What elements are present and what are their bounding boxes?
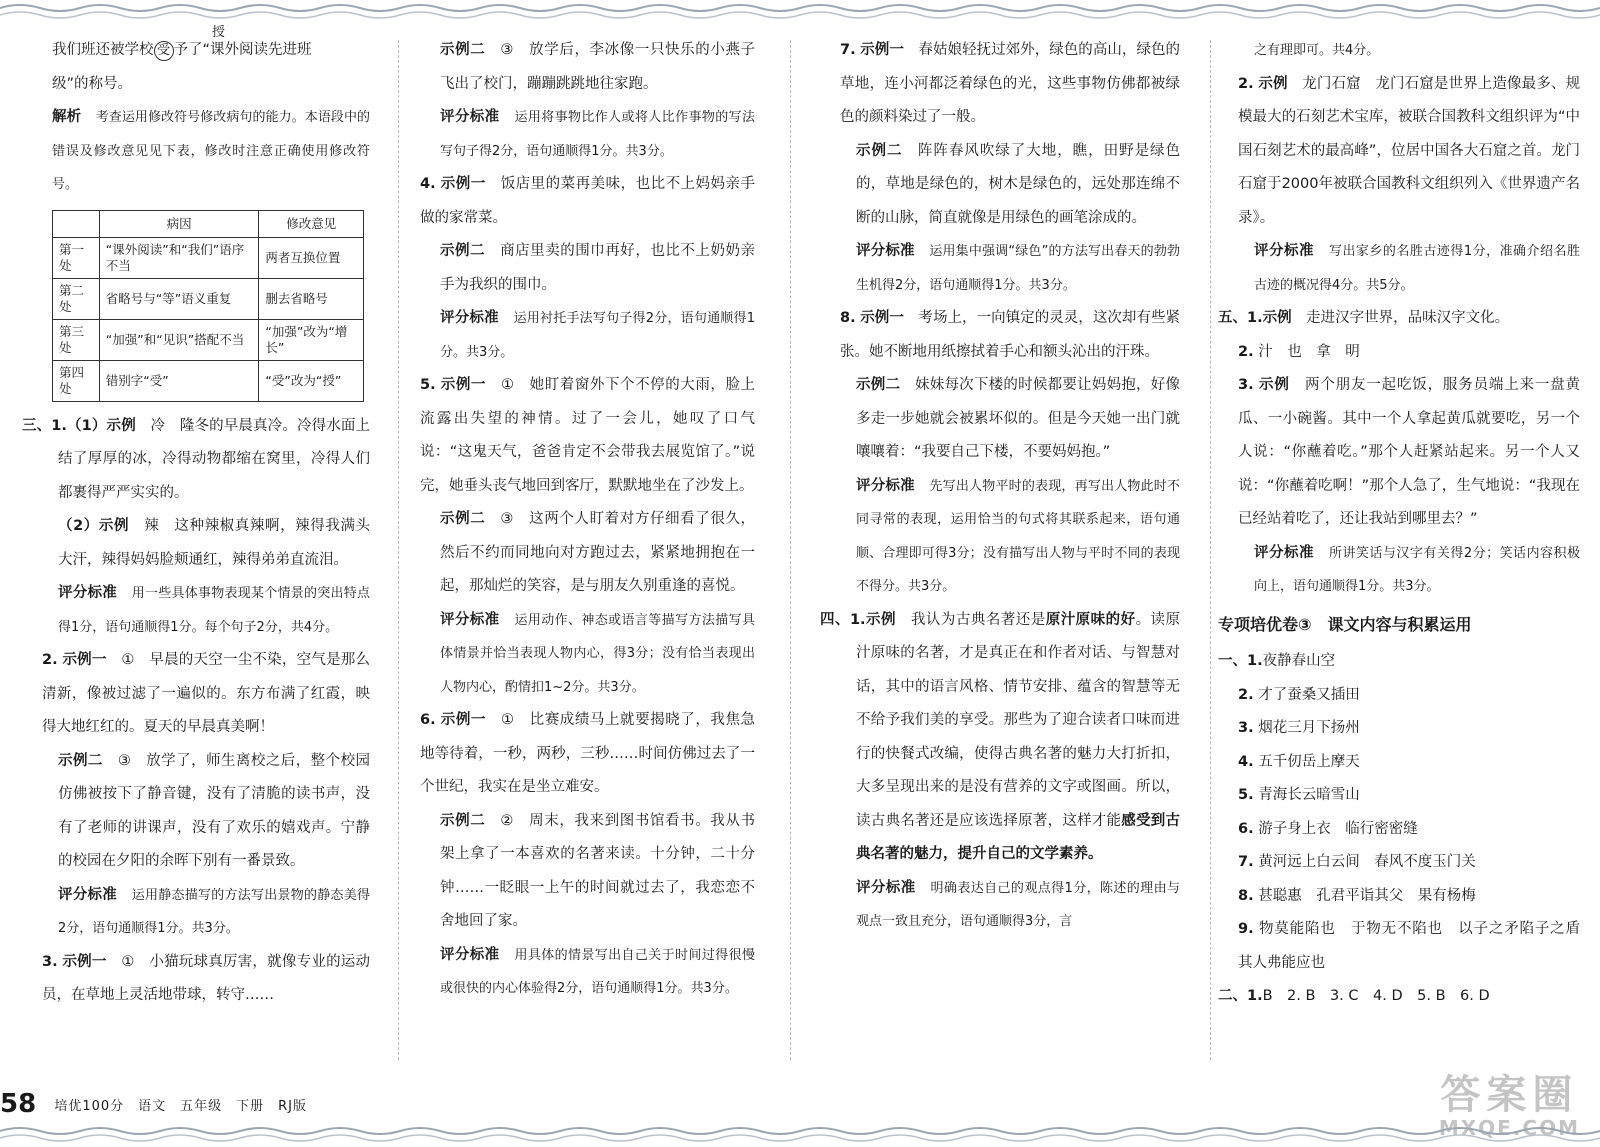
q3-2-ex1: 2. 示例一 ① 早晨的天空一尘不染，空气是那么清新，像被过滤了一遍似的。东方布满了红霞，映得大地红红的。夏天的早晨真美啊！ <box>42 652 371 735</box>
bottom-wave-border <box>0 1121 1600 1147</box>
fill-item: 7. 黄河远上白云间 春风不度玉门关 <box>1238 854 1476 870</box>
q4-2-criteria: 评分标准 写出家乡的名胜古迹得1分，准确介绍名胜古迹的概况得4分。共5分。 <box>1254 243 1581 293</box>
q3-3-ex2: 示例二 ③ 放学后，李冰像一只快乐的小燕子飞出了校门，蹦蹦跳跳地往家跑。 <box>440 42 756 92</box>
error-table-header: 病因 修改意见 <box>53 210 364 237</box>
fill-item: 9. 物莫能陷也 于物无不陷也 以子之矛陷子之盾 其人弗能应也 <box>1238 921 1595 971</box>
q3-6-criteria: 评分标准 用具体的情景写出自己关于时间过得很慢或很快的内心体验得2分，语句通顺得1分。共3分。 <box>440 946 755 996</box>
struck-char: 受 <box>154 41 174 61</box>
column-3 <box>820 34 1180 939</box>
q3-1-b: （2）示例 辣 这种辣椒真辣啊，辣得我满头大汗，辣得妈妈脸颊通红，辣得弟弟直流泪。 <box>58 518 371 568</box>
q3-4-criteria: 评分标准 运用衬托手法写句子得2分，语句通顺得1分。共3分。 <box>440 310 756 360</box>
column-2 <box>420 34 755 1006</box>
fill-item: 4. 五千仞岳上摩天 <box>1238 753 1360 770</box>
section-title: 专项培优卷③ 课文内容与积累运用 <box>1218 614 1472 634</box>
q4-1: 四、1.示例 我认为古典名著还是原汁原味的好。读原汁原味的名著，才是真正在和作者对话、与智慧对话，其中的语言风格、情节安排、蕴含的智慧等无不给予我们美的享受。那些为了迎合读者口味而进行的快餐式改编，使得古典名著的魅力大打折扣，大多呈现出来的是没有营养的文字或图画。所以，读古典名著还是应该选择原著，这样才能感受到古典名著的魅力，提升自己的文学素养。 <box>820 611 1181 862</box>
top-wave-border <box>0 0 1600 26</box>
table-row: 第三处 “加强”和“见识”搭配不当 “加强”改为“增长” <box>53 319 364 360</box>
q3-7-ex2: 示例二 阵阵春风吹绿了大地，瞧，田野是绿色的，草地是绿色的，树木是绿色的，远处那连绵不断的山脉，简直就像是用绿色的画笔涂成的。 <box>856 142 1181 226</box>
q3-2-criteria: 评分标准 运用静态描写的方法写出景物的静态美得2分，语句通顺得1分。共3分。 <box>58 886 370 936</box>
column-4 <box>1218 34 1595 1014</box>
q5-3: 3. 示例 两个朋友一起吃饭，服务员端上来一盘黄瓜、一小碗酱。其中一个人拿起黄瓜就要吃，另一个人说：“你蘸着吃。”那个人赶紧站起来。另一个人又说：“你蘸着吃啊！”那个人急了，生气地说：“我现在已经站着吃了，还让我站到哪里去？” <box>1238 377 1581 527</box>
table-row: 第四处 错别字“受” “受”改为“授” <box>53 360 364 401</box>
column-divider <box>1210 40 1211 1060</box>
error-table <box>52 210 364 402</box>
fill-item: 6. 游子身上衣 临行密密缝 <box>1238 820 1418 837</box>
q3-6-ex2: 示例二 ② 周末，我来到图书馆看书。我从书架上拿了一本喜欢的名著来读。十分钟，二十分钟……一眨眼一上午的时间就过去了，我恋恋不舍地回了家。 <box>440 812 756 929</box>
page-footer <box>0 1089 307 1119</box>
watermark-text: 答案圈 <box>1440 1072 1579 1118</box>
q3-8-ex1: 8. 示例一 考场上，一向镇定的灵灵，这次却有些紧张。她不断地用纸擦拭着手心和额头沁出的汗珠。 <box>840 310 1181 360</box>
q3-4-ex1: 4. 示例一 饭店里的菜再美味，也比不上妈妈亲手做的家常菜。 <box>420 176 756 226</box>
q3-2-ex2: 示例二 ③ 放学了，师生离校之后，整个校园仿佛被按下了静音键，没有了清脆的读书声，没有了老师的讲课声，没有了欢乐的嬉戏声。宁静的校园在夕阳的余晖下别有一番景致。 <box>58 752 371 869</box>
q3-7-criteria: 评分标准 运用集中强调“绿色”的方法写出春天的勃勃生机得2分，语句通顺得1分。共3分。 <box>856 243 1180 293</box>
q3-7-ex1: 7. 示例一 春姑娘轻抚过郊外，绿色的高山，绿色的草地，连小河都泛着绿色的光，这些事物仿佛都被绿色的颜料染过了一般。 <box>840 42 1181 125</box>
q4-1-criteria-cont: 之有理即可。共4分。 <box>1254 43 1380 58</box>
q4-2: 2. 示例 龙门石窟 龙门石窟是世界上造像最多、规模最大的石刻艺术宝库，被联合国教科文组织评为“中国石刻艺术的最高峰”，位居中国各大石窟之首。龙门石窟于2000年被联合国教科文组织列入《世界遗产名录》。 <box>1238 75 1581 226</box>
column-1 <box>22 25 371 1013</box>
col1-line1: 我们班还被学校 受 授 予了“课外阅读先进班 <box>22 34 370 68</box>
fill-item: 5. 青海长云暗雪山 <box>1238 787 1360 803</box>
book-info: 培优100分 语文 五年级 下册 RJ版 <box>54 1098 308 1114</box>
page-number: 58 <box>0 1089 37 1119</box>
q3-8-criteria: 评分标准 先写出人物平时的表现，再写出人物此时不同寻常的表现，运用恰当的句式将其联系起来，语句通顺、合理即可得3分；没有描写出人物与平时不同的表现不得分。共3分。 <box>856 477 1180 594</box>
q3-6-ex1: 6. 示例一 ① 比赛成绩马上就要揭晓了，我焦急地等待着，一秒，两秒，三秒……时间仿佛过去了一个世纪，我实在是坐立难安。 <box>420 712 756 795</box>
watermark-url: MXQE.COM <box>1438 1116 1580 1140</box>
q3-1-criteria: 评分标准 用一些具体事物表现某个情景的突出特点得1分，语句通顺得1分。每个句子2分，共4分。 <box>58 585 370 635</box>
q3-8-ex2: 示例二 妹妹每次下楼的时候都要让妈妈抱，好像多走一步她就会被累坏似的。但是今天她一出门就嚷嚷着：“我要自己下楼，不要妈妈抱。” <box>856 377 1181 460</box>
q4-1-criteria: 评分标准 明确表达自己的观点得1分，陈述的理由与观点一致且充分，语句通顺得3分，言 <box>856 879 1181 929</box>
q5-3-criteria: 评分标准 所讲笑话与汉字有关得2分；笑话内容积极向上，语句通顺得1分。共3分。 <box>1254 544 1581 594</box>
q3-4-ex2: 示例二 商店里卖的围巾再好，也比不上奶奶亲手为我织的围巾。 <box>440 243 756 293</box>
fill-item: 8. 甚聪惠 孔君平诣其父 果有杨梅 <box>1238 887 1476 904</box>
column-divider <box>790 40 791 1060</box>
fill-item: 3. 烟花三月下扬州 <box>1238 720 1360 736</box>
col1-line2: 级”的称号。 <box>52 75 133 92</box>
q3-3-criteria: 评分标准 运用将事物比作人或将人比作事物的写法写句子得2分，语句通顺得1分。共3分。 <box>440 109 755 159</box>
column-divider <box>398 40 399 1060</box>
table-row: 第一处 “课外阅读”和“我们”语序不当 两者互换位置 <box>53 237 364 278</box>
q3-5-ex1: 5. 示例一 ① 她盯着窗外下个不停的大雨，脸上流露出失望的神情。过了一会儿，她叹了口气说：“这鬼天气，爸爸肯定不会带我去展览馆了。”说完，她垂头丧气地回到客厅，默默地坐在了沙发上。 <box>420 377 756 494</box>
q5-2: 2. 汁 也 拿 明 <box>1238 343 1360 360</box>
q5-1: 五、1.示例 走进汉字世界，品味汉字文化。 <box>1218 310 1510 326</box>
q3-3-ex1: 3. 示例一 ① 小猫玩球真厉害，就像专业的运动员，在草地上灵活地带球，转守…… <box>42 953 371 1003</box>
fill-item: 2. 才了蚕桑又插田 <box>1238 686 1360 703</box>
q3-5-criteria: 评分标准 运用动作、神态或语言等描写方法描写具体情景并恰当表现人物内心，得3分；没有恰当表现出人物内心，酌情扣1~2分。共3分。 <box>440 611 755 695</box>
fill-item: 一、1.夜静春山空 <box>1218 653 1336 669</box>
inserted-char: 授 <box>212 25 226 40</box>
q3-5-ex2: 示例二 ③ 这两个人盯着对方仔细看了很久，然后不约而同地向对方跑过去，紧紧地拥抱在一起，那灿烂的笑容，是与朋友久别重逢的喜悦。 <box>440 511 756 594</box>
multiple-choice-answers: 二、1.B 2. B 3. C 4. D 5. B 6. D <box>1218 988 1490 1004</box>
table-row: 第二处 省略号与“等”语义重复 删去省略号 <box>53 278 364 319</box>
q3-1-a: 三、1.（1）示例 冷 隆冬的早晨真冷。冷得水面上结了厚厚的冰，冷得动物都缩在窝里，冷得人们都裹得严严实实的。 <box>22 417 371 501</box>
analysis: 解析 考查运用修改符号修改病句的能力。本语段中的错误及修改意见见下表，修改时注意正确使用修改符号。 <box>52 109 371 192</box>
